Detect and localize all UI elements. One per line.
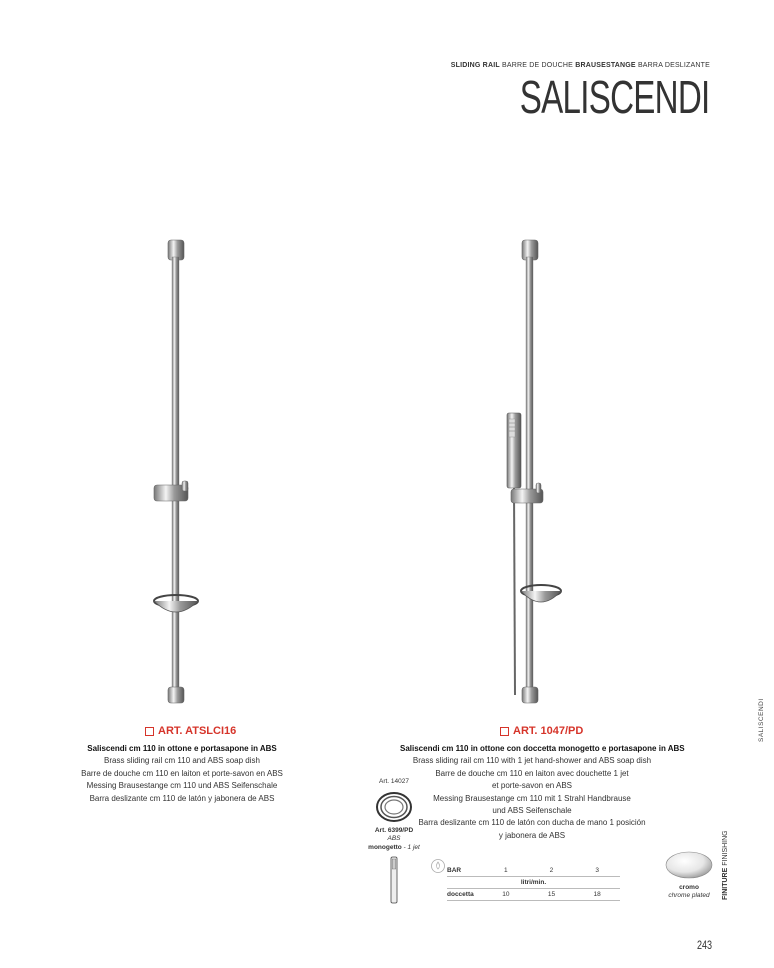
description-it: Saliscendi cm 110 in ottone con doccetta monogetto e portasapone in ABS bbox=[400, 744, 685, 753]
subtitle-en: SLIDING RAIL bbox=[450, 62, 500, 69]
finish-name-en: chrome plated bbox=[668, 892, 710, 900]
description-fr-1: Barre de douche cm 110 en laiton avec douchette 1 jet bbox=[435, 768, 629, 778]
description-it: Saliscendi cm 110 in ottone e portasapone in ABS bbox=[87, 744, 277, 753]
hose-code: Art. 14027 bbox=[379, 778, 409, 785]
table-cell: 1 bbox=[483, 865, 529, 877]
product-description-2 bbox=[400, 743, 685, 842]
handshower-info bbox=[362, 827, 426, 852]
subtitle-fr: BARRE DE DOUCHE bbox=[499, 62, 576, 69]
description-de: Messing Brausestange cm 110 und ABS Seifenschale bbox=[86, 781, 278, 791]
description-es: Barra deslizante cm 110 de latón y jabonera de ABS bbox=[89, 793, 275, 803]
finish-name: cromo bbox=[679, 884, 699, 891]
handshower-icon bbox=[389, 856, 399, 904]
subtitle-de: BRAUSESTANGE bbox=[575, 62, 636, 69]
table-row bbox=[447, 877, 620, 889]
description-es-2: y jabonera de ABS bbox=[498, 830, 566, 840]
description-de-2: und ABS Seifenschale bbox=[492, 805, 572, 815]
rail-with-handshower-illustration bbox=[495, 235, 585, 705]
page-number: 243 bbox=[697, 938, 713, 952]
handshower-jet: - 1 jet bbox=[401, 843, 420, 851]
product-code: ART. 1047/PD bbox=[513, 725, 584, 737]
subtitle-es: BARRA DESLIZANTE bbox=[635, 62, 710, 69]
table-cell: 2 bbox=[529, 865, 575, 877]
finish-info bbox=[660, 884, 718, 901]
table-cell: 3 bbox=[574, 865, 620, 877]
table-row bbox=[447, 865, 620, 877]
checkbox-icon bbox=[145, 727, 154, 736]
side-section-label: SALISCENDI bbox=[758, 698, 765, 742]
handshower-material: ABS bbox=[387, 835, 401, 843]
handshower-type: monogetto bbox=[368, 843, 402, 851]
description-fr: Barre de douche cm 110 en laiton et porte-savon en ABS bbox=[81, 768, 283, 778]
header-subtitle bbox=[0, 62, 710, 69]
chrome-finish-swatch bbox=[664, 850, 714, 880]
product-code-1047pd bbox=[500, 725, 583, 737]
table-cell: 18 bbox=[574, 889, 620, 901]
description-fr-2: et porte-savon en ABS bbox=[491, 781, 573, 791]
table-row bbox=[447, 889, 620, 901]
table-cell: 10 bbox=[483, 889, 529, 901]
table-cell: 15 bbox=[529, 889, 575, 901]
description-de-1: Messing Brausestange cm 110 mit 1 Strahl Handbrause bbox=[433, 793, 631, 803]
product-description-1 bbox=[60, 743, 304, 805]
description-en: Brass sliding rail cm 110 and ABS soap dish bbox=[104, 756, 260, 766]
hose-icon bbox=[374, 790, 414, 824]
table-cell: BAR bbox=[447, 865, 483, 877]
description-en: Brass sliding rail cm 110 with 1 jet hand-shower and ABS soap dish bbox=[412, 756, 652, 766]
flow-rate-table bbox=[447, 865, 620, 901]
description-es-1: Barra deslizante cm 110 de latón con ducha de mano 1 posición bbox=[418, 818, 646, 828]
table-unit: litri/min. bbox=[447, 877, 620, 889]
product-code: ART. ATSLCI16 bbox=[158, 725, 237, 737]
handshower-code: Art. 6399/PD bbox=[374, 827, 414, 834]
table-cell: doccetta bbox=[447, 889, 483, 901]
checkbox-icon bbox=[500, 727, 509, 736]
sliding-rail-illustration bbox=[140, 235, 220, 705]
finish-section-label: FINITURE FINISHING bbox=[722, 830, 729, 900]
product-code-atslci16 bbox=[145, 725, 236, 737]
page-title: SALISCENDI bbox=[520, 71, 710, 123]
water-drop-icon bbox=[430, 858, 446, 874]
